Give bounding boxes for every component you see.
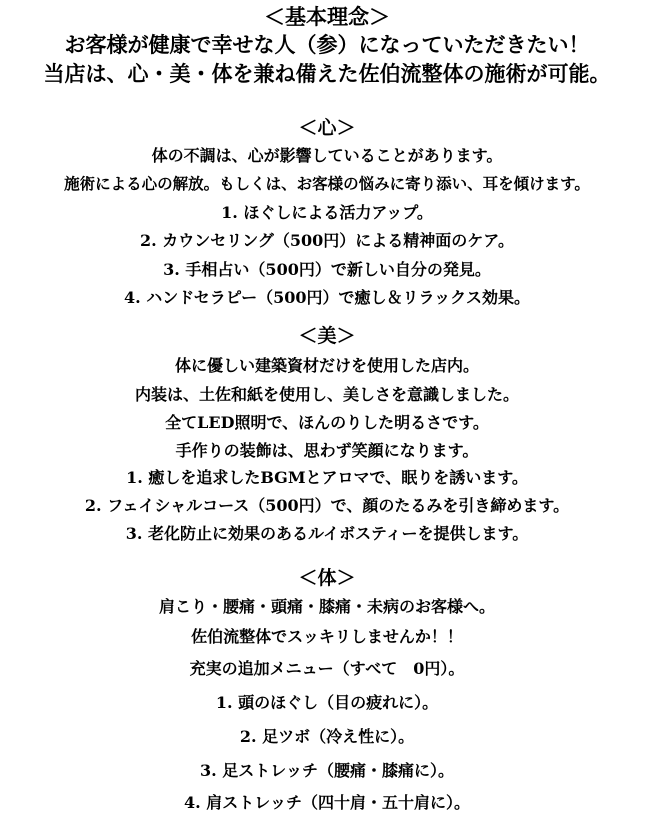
kokoro-line: 体の不調は、心が影響していることがあります。 [151,146,503,165]
bi-line: 全てLED照明で、ほんのりした明るさです。 [165,413,489,432]
bi-line: 2. フェイシャルコース（500円）で、顔のたるみを引き締めます。 [84,496,570,515]
karada-line: 充実の追加メニュー（すべて 0円）。 [189,659,465,678]
kokoro-line: 施術による心の解放。もしくは、お客様の悩みに寄り添い、耳を傾けます。 [64,174,590,193]
karada-line: 2. 足ツボ（冷え性に）。 [239,727,415,746]
karada-line: 1. 頭のほぐし（目の疲れに）。 [215,693,439,712]
bi-line: 手作りの装飾は、思わず笑顔になります。 [175,441,479,460]
karada-line: 3. 足ストレッチ（腰痛・膝痛に）。 [199,761,455,780]
bi-line: 内装は、土佐和紙を使用し、美しさを意識しました。 [134,385,519,404]
kokoro-line: 2. カウンセリング（500円）による精神面のケア。 [139,231,515,250]
bi-line: 3. 老化防止に効果のあるルイボスティーを提供します。 [125,524,529,543]
karada-line: 佐伯流整体でスッキリしませんか！！ [191,627,463,646]
bi-line: 体に優しい建築資材だけを使用した店内。 [174,356,479,375]
bi-line: 1. 癒しを追求したBGMとアロマで、眠りを誘います。 [126,468,528,487]
karada-line: 肩こり・腰痛・頭痛・膝痛・未病のお客様へ。 [158,597,495,616]
kokoro-line: 3. 手相占い（500円）で新しい自分の発見。 [163,260,491,279]
karada-heading: ＜体＞ [298,567,356,589]
philosophy-line-1: お客様が健康で幸せな人（参）になっていただきたい！ [64,32,590,57]
karada-line: 4. 肩ストレッチ（四十肩・五十肩に）。 [183,793,471,812]
philosophy-line-2: 当店は、心・美・体を兼ね備えた佐伯流整体の施術が可能。 [43,61,611,86]
kokoro-line: 4. ハンドセラピー（500円）で癒し＆リラックス効果。 [123,288,531,307]
kokoro-heading: ＜心＞ [298,117,356,139]
bi-heading: ＜美＞ [298,325,356,347]
philosophy-heading: ＜基本理念＞ [264,4,390,29]
kokoro-line: 1. ほぐしによる活力アップ。 [221,203,433,222]
